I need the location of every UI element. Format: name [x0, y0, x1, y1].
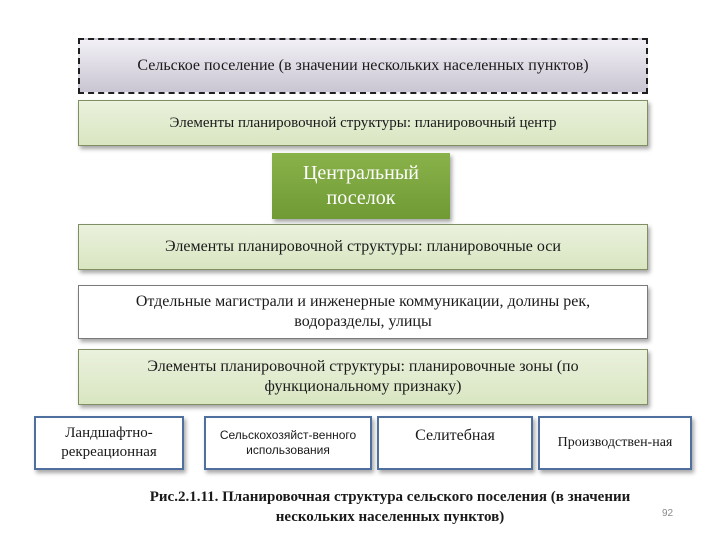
settlement-box [78, 38, 648, 94]
zone-industrial [538, 416, 692, 470]
planning-axes-label: Элементы планировочной структуры: планировочные оси [165, 238, 561, 255]
planning-center-label: Элементы планировочной структуры: планировочный центр [169, 114, 557, 131]
page-number: 92 [662, 508, 674, 519]
planning-axes-box [78, 224, 648, 270]
zone-landscape-recreation [34, 416, 184, 470]
settlement-label: Сельское поселение (в значении нескольких населенных пунктов) [137, 57, 589, 74]
zone-residential [377, 416, 533, 470]
planning-center-box [78, 100, 648, 146]
axes-detail-label: Отдельные магистрали и инженерные коммуникации, долины рек, водоразделы, улицы [135, 293, 591, 330]
central-village-box [272, 153, 450, 219]
zone-label: Сельскохозяйст-венного использования [219, 428, 357, 457]
zone-label: Селитебная [415, 427, 495, 444]
zone-label: Ландшафтно-рекреационная [61, 425, 157, 460]
axes-detail-box [78, 285, 648, 339]
zone-agricultural [204, 416, 372, 470]
planning-zones-label: Элементы планировочной структуры: планировочные зоны (по функциональному признаку) [147, 358, 579, 395]
zone-label: Производствен-ная [557, 435, 673, 451]
figure-caption: Рис.2.1.11. Планировочная структура сельского поселения (в значении нескольких населенных пунктов) [149, 489, 631, 525]
central-village-label: Центральный поселок [302, 162, 419, 209]
planning-zones-box [78, 349, 648, 405]
